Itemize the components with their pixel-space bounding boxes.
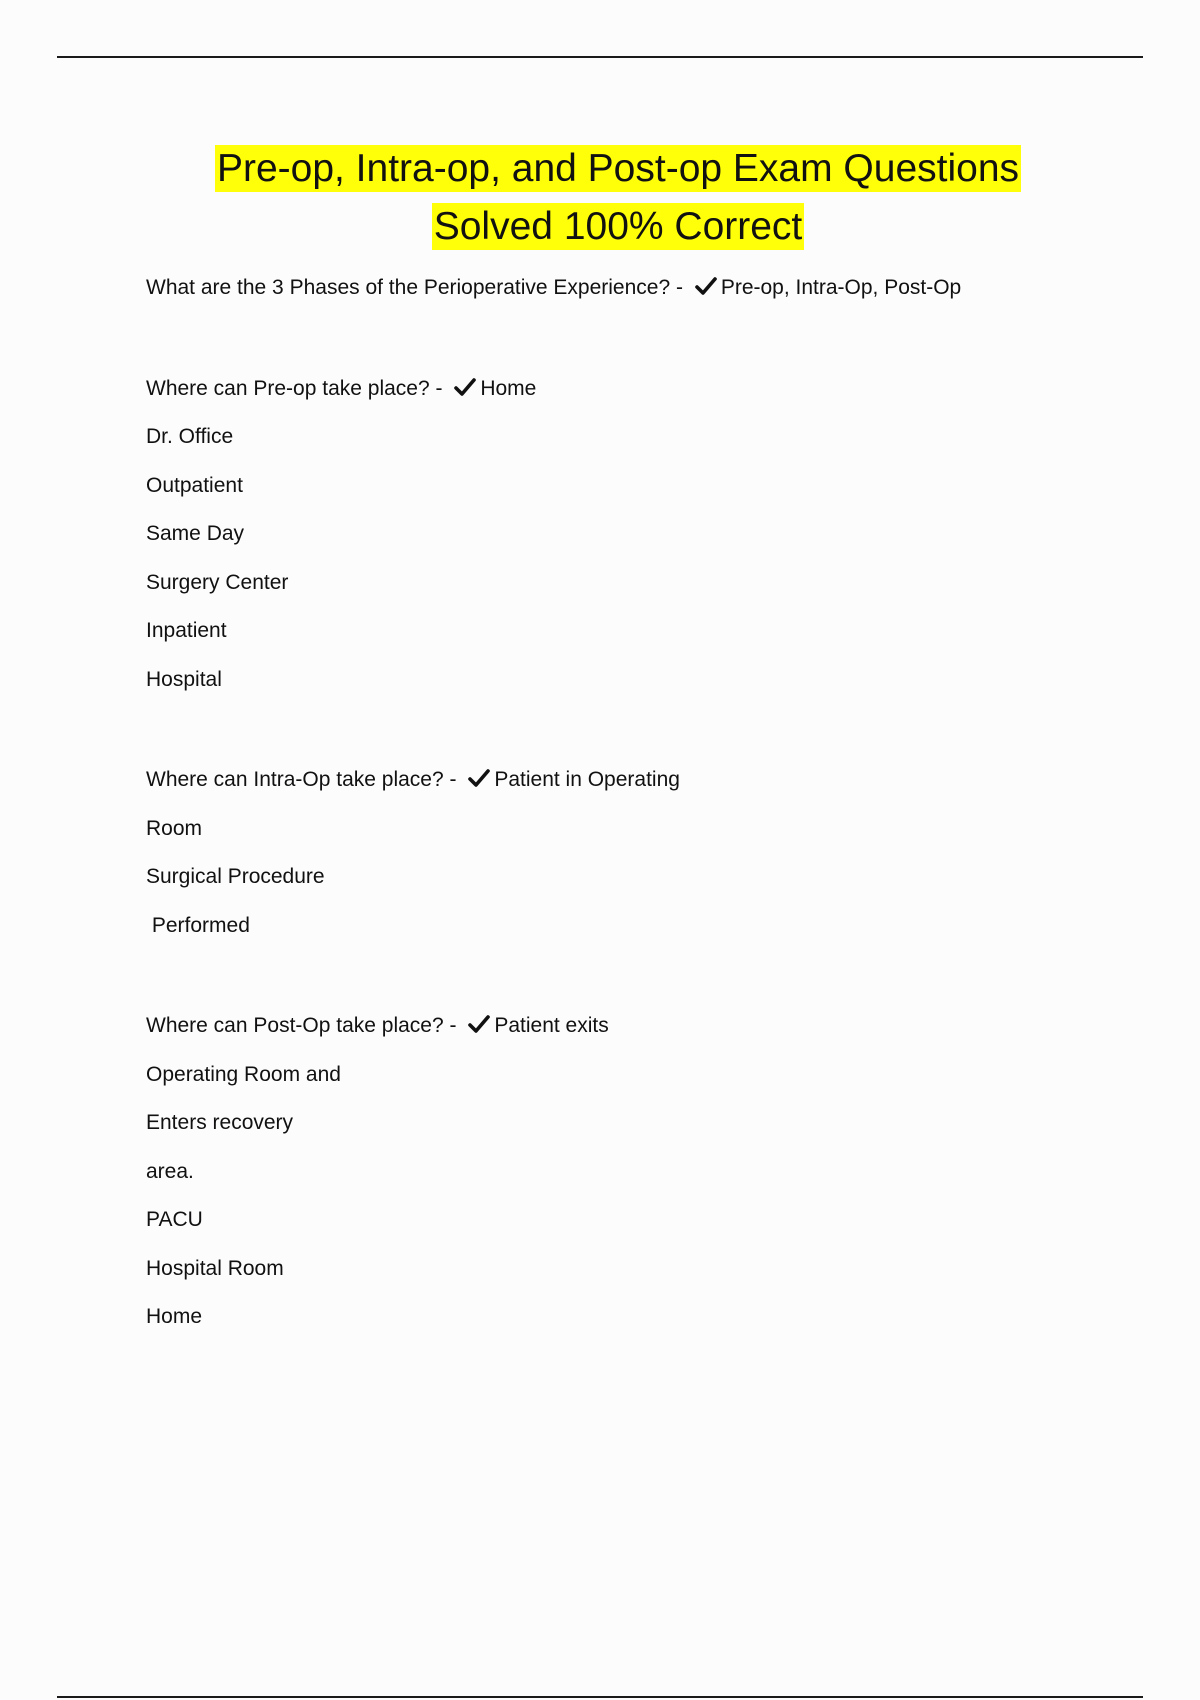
question-1-text: What are the 3 Phases of the Perioperative Experience?: [146, 276, 671, 299]
spacer: [146, 962, 1106, 1014]
answer-4-text: Patient exits: [494, 1014, 609, 1037]
title-line-2: Solved 100% Correct: [433, 205, 803, 248]
question-4: [146, 1014, 1106, 1063]
answer-2-line: Same Day: [146, 522, 245, 545]
spacer: [146, 716, 1106, 768]
answer-4-line: area.: [146, 1159, 194, 1183]
answer-4-line: Enters recovery: [146, 1111, 294, 1134]
separator: -: [443, 1014, 463, 1037]
answer-2-line: Hospital: [146, 667, 222, 691]
question-3: [146, 768, 1106, 817]
top-rule: [57, 56, 1143, 58]
answer-4-line: PACU: [146, 1208, 203, 1231]
check-mark-icon: [454, 377, 476, 397]
answer-2-line: Outpatient: [146, 473, 243, 497]
answer-1-text: Pre-op, Intra-Op, Post-Op: [720, 276, 962, 299]
answer-2-line: Dr. Office: [146, 425, 234, 448]
question-2-text: Where can Pre-op take place?: [146, 376, 430, 400]
title-line-1: Pre-op, Intra-op, and Post-op Exam Questions: [216, 147, 1020, 190]
answer-4-line: Hospital Room: [146, 1256, 284, 1280]
question-2: [146, 377, 1106, 426]
answer-2-line: Surgery Center: [146, 570, 289, 594]
answer-4-line: Home: [146, 1305, 203, 1328]
answer-3-line: Surgical Procedure: [146, 865, 325, 888]
answer-2-line: Inpatient: [146, 619, 227, 642]
answer-2-text: Home: [480, 376, 537, 400]
document-title: [0, 140, 1200, 256]
separator: -: [443, 768, 463, 791]
bottom-rule: [57, 1696, 1143, 1698]
spacer: [146, 325, 1106, 377]
check-mark-icon: [468, 1014, 490, 1034]
question-4-text: Where can Post-Op take place?: [146, 1014, 444, 1037]
answer-3-text: Patient in Operating: [494, 768, 680, 791]
answer-3-line: Performed: [146, 913, 250, 937]
separator: -: [429, 376, 449, 400]
check-mark-icon: [695, 276, 717, 296]
check-mark-icon: [468, 768, 490, 788]
answer-3-line: Room: [146, 816, 203, 840]
question-3-text: Where can Intra-Op take place?: [146, 768, 444, 791]
separator: -: [670, 276, 689, 299]
question-1: [146, 276, 1106, 325]
answer-4-line: Operating Room and: [146, 1062, 341, 1086]
qa-content: [146, 276, 1106, 1354]
